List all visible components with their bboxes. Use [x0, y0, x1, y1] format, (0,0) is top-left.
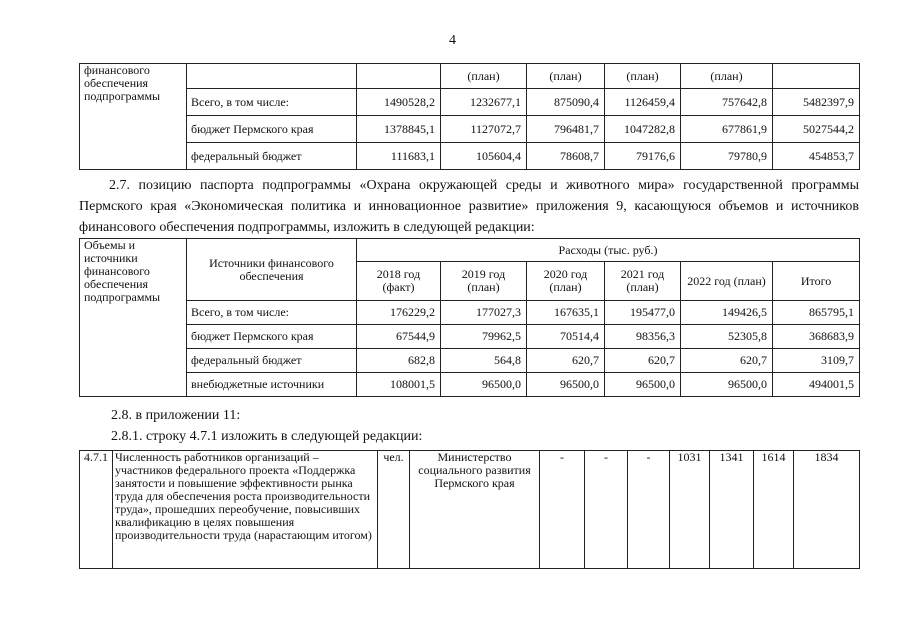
- year-header: 2018 год (факт): [357, 262, 441, 301]
- value-cell: 96500,0: [605, 373, 681, 397]
- value-cell: 1232677,1: [441, 89, 527, 116]
- unit-cell: чел.: [378, 451, 410, 569]
- expenses-header: Расходы (тыс. руб.): [357, 239, 860, 262]
- row-number-cell: 4.7.1: [80, 451, 113, 569]
- funding-table: [79, 238, 860, 397]
- year-header: 2021 год (план): [605, 262, 681, 301]
- page-number: 4: [449, 33, 456, 48]
- value-cell: 195477,0: [605, 301, 681, 325]
- paragraph-2-8: 2.8. в приложении 11:: [111, 408, 241, 423]
- value-cell: 1031: [670, 451, 710, 569]
- value-cell: 67544,9: [357, 325, 441, 349]
- value-cell: 620,7: [681, 349, 773, 373]
- value-cell: 682,8: [357, 349, 441, 373]
- year-header: 2020 год (план): [527, 262, 605, 301]
- year-header: 2019 год (план): [441, 262, 527, 301]
- value-cell: 1341: [710, 451, 754, 569]
- table-row: [80, 373, 860, 397]
- value-cell: 1126459,4: [605, 89, 681, 116]
- value-cell: 52305,8: [681, 325, 773, 349]
- value-cell: -: [628, 451, 670, 569]
- value-cell: 167635,1: [527, 301, 605, 325]
- value-cell: 620,7: [605, 349, 681, 373]
- value-cell: 96500,0: [527, 373, 605, 397]
- value-cell: 5027544,2: [773, 116, 860, 143]
- funding-table-continued: [79, 63, 860, 170]
- table-row: [80, 349, 860, 373]
- plan-label: (план): [441, 64, 527, 89]
- funding-label-cell: финансового обеспечения подпрограммы: [80, 64, 187, 170]
- table-row: [80, 301, 860, 325]
- value-cell: 176229,2: [357, 301, 441, 325]
- source-cell: Всего, в том числе:: [187, 301, 357, 325]
- year-header: 2022 год (план): [681, 262, 773, 301]
- source-cell: федеральный бюджет: [187, 349, 357, 373]
- value-cell: 79780,9: [681, 143, 773, 170]
- indicator-table: [79, 450, 860, 569]
- value-cell: 79962,5: [441, 325, 527, 349]
- value-cell: 96500,0: [681, 373, 773, 397]
- value-cell: 177027,3: [441, 301, 527, 325]
- table-row: [80, 116, 860, 143]
- table-row: [80, 325, 860, 349]
- plan-label: (план): [605, 64, 681, 89]
- value-cell: 865795,1: [773, 301, 860, 325]
- table-row: [80, 143, 860, 170]
- value-cell: 368683,9: [773, 325, 860, 349]
- value-cell: 79176,6: [605, 143, 681, 170]
- value-cell: 875090,4: [527, 89, 605, 116]
- source-cell: Всего, в том числе:: [187, 89, 357, 116]
- value-cell: 96500,0: [441, 373, 527, 397]
- table-row: [80, 89, 860, 116]
- indicator-cell: Численность работников организаций – участников федерального проекта «Поддержка занятости и повышение эффективности рынка труда для обеспечения роста производительности труда», прошедших переобучение, повысивших квалификацию в целях повышения производительности труда (нарастающим итогом): [113, 451, 378, 569]
- value-cell: 1378845,1: [357, 116, 441, 143]
- value-cell: 108001,5: [357, 373, 441, 397]
- value-cell: 620,7: [527, 349, 605, 373]
- value-cell: 111683,1: [357, 143, 441, 170]
- value-cell: 1834: [794, 451, 860, 569]
- value-cell: 677861,9: [681, 116, 773, 143]
- value-cell: 454853,7: [773, 143, 860, 170]
- value-cell: 1614: [754, 451, 794, 569]
- value-cell: 5482397,9: [773, 89, 860, 116]
- funding-label-cell: Объемы и источники финансового обеспечения подпрограммы: [80, 239, 187, 397]
- value-cell: 70514,4: [527, 325, 605, 349]
- value-cell: 564,8: [441, 349, 527, 373]
- source-cell: внебюджетные источники: [187, 373, 357, 397]
- year-header: Итого: [773, 262, 860, 301]
- source-cell: бюджет Пермского края: [187, 116, 357, 143]
- paragraph-2-8-1: 2.8.1. строку 4.7.1 изложить в следующей редакции:: [111, 429, 423, 444]
- source-cell: бюджет Пермского края: [187, 325, 357, 349]
- ministry-cell: Министерство социального развития Пермского края: [410, 451, 540, 569]
- value-cell: 1490528,2: [357, 89, 441, 116]
- value-cell: -: [585, 451, 628, 569]
- plan-label: (план): [527, 64, 605, 89]
- value-cell: 149426,5: [681, 301, 773, 325]
- value-cell: 3109,7: [773, 349, 860, 373]
- value-cell: 1127072,7: [441, 116, 527, 143]
- table-row: [80, 451, 860, 569]
- value-cell: 78608,7: [527, 143, 605, 170]
- value-cell: 98356,3: [605, 325, 681, 349]
- sources-header: Источники финансового обеспечения: [187, 239, 357, 301]
- value-cell: 757642,8: [681, 89, 773, 116]
- value-cell: -: [540, 451, 585, 569]
- plan-label: (план): [681, 64, 773, 89]
- value-cell: 1047282,8: [605, 116, 681, 143]
- value-cell: 105604,4: [441, 143, 527, 170]
- value-cell: 796481,7: [527, 116, 605, 143]
- source-cell: федеральный бюджет: [187, 143, 357, 170]
- paragraph-2-7: 2.7. позицию паспорта подпрограммы «Охрана окружающей среды и животного мира» государственной программы Пермского края «Экономическая политика и инновационное развитие» приложения 9, касающуюся объемов и источников финансового обеспечения подпрограммы, изложить в следующей редакции:: [79, 178, 859, 235]
- value-cell: 494001,5: [773, 373, 860, 397]
